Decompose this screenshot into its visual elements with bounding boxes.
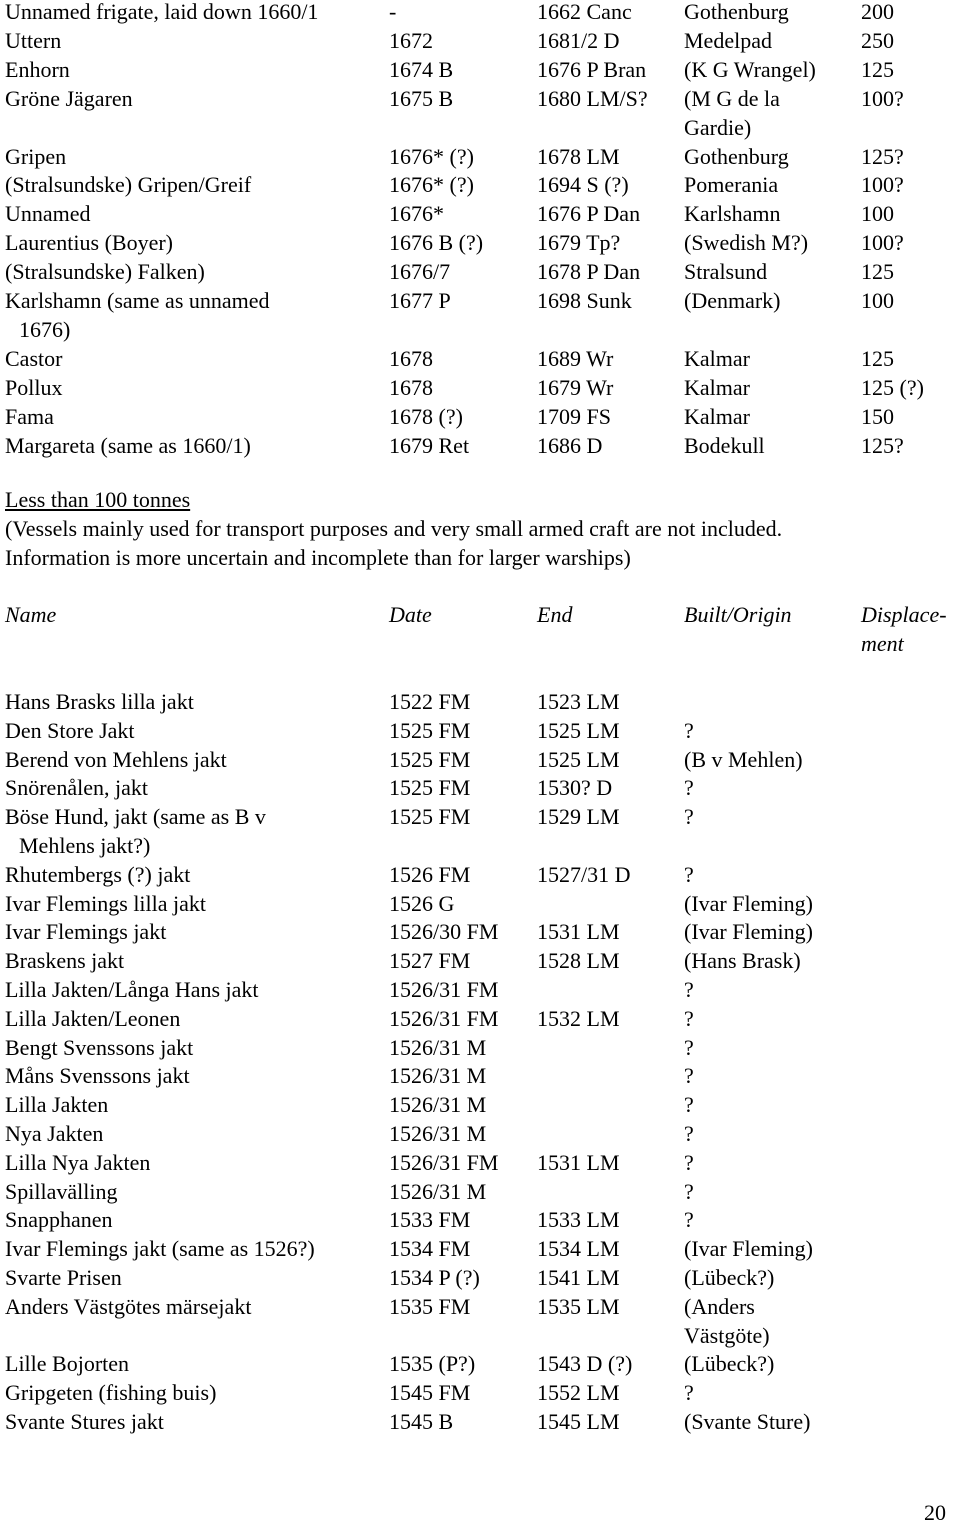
table-row (0, 431, 960, 460)
table-cell: (M G de la (684, 85, 780, 111)
table-cell: 1678 (389, 374, 433, 400)
table-cell: 1545 LM (537, 1409, 620, 1434)
table-cell: (Svante Sture) (684, 1409, 811, 1434)
table-cell: 100? (861, 172, 904, 198)
table-row (0, 1061, 960, 1090)
table-row (0, 1119, 960, 1148)
table-cell: Margareta (same as 1660/1) (5, 432, 251, 458)
table-row (0, 946, 960, 975)
table-cell: Medelpad (684, 27, 772, 53)
table-cell: 125? (861, 432, 904, 458)
table-cell: 125? (861, 143, 904, 169)
table-cell: ? (684, 1380, 694, 1406)
table-cell: 1694 S (?) (537, 172, 629, 198)
table-cell: 1535 FM (389, 1293, 471, 1319)
table-cell: (B v Mehlen) (684, 746, 803, 772)
table-row (0, 1148, 960, 1177)
table-cell: 100 (861, 201, 894, 227)
table-cell: 150 (861, 403, 894, 429)
table-cell: ? (684, 1005, 694, 1031)
table-cell: Gripen (5, 143, 67, 169)
table-cell: 1528 LM (537, 948, 620, 974)
lower-table-header (0, 600, 960, 629)
table-row (0, 286, 960, 315)
table-row (0, 315, 960, 344)
table-cell: 1675 B (389, 85, 454, 111)
table-cell: Kalmar (684, 403, 750, 429)
table-cell: ? (684, 1092, 694, 1118)
table-cell: (Ivar Fleming) (684, 890, 813, 916)
table-row (0, 917, 960, 946)
table-cell: Gothenburg (684, 143, 789, 169)
table-cell: - (389, 0, 397, 24)
table-row (0, 1177, 960, 1206)
table-cell: ? (684, 1178, 694, 1204)
table-cell: 1535 LM (537, 1293, 620, 1319)
table-cell: 1526/31 M (389, 1034, 487, 1060)
table-cell: (Anders (684, 1293, 755, 1319)
table-row (0, 344, 960, 373)
table-row (0, 373, 960, 402)
table-row (0, 402, 960, 431)
table-cell: Hans Brasks lilla jakt (5, 689, 194, 714)
table-cell: Unnamed frigate, laid down 1660/1 (5, 0, 319, 24)
table-row (0, 831, 960, 860)
table-cell: 1676 P Dan (537, 201, 641, 227)
table-cell: (Ivar Fleming) (684, 1236, 813, 1262)
table-cell: 1709 FS (537, 403, 611, 429)
table-cell: 1534 P (?) (389, 1265, 480, 1290)
table-cell: 1527 FM (389, 948, 471, 974)
table-cell: 1662 Canc (537, 0, 632, 24)
table-cell: (Hans Brask) (684, 948, 801, 974)
table-cell: 100? (861, 230, 904, 256)
table-cell: Bengt Svenssons jakt (5, 1034, 194, 1060)
table-cell: Gripgeten (fishing buis) (5, 1380, 217, 1406)
section-note-line-1: (Vessels mainly used for transport purposes and very small armed craft are not included. (5, 516, 783, 541)
table-cell: 1698 Sunk (537, 288, 632, 313)
table-cell: 1672 (389, 27, 433, 53)
table-cell: 1676) (19, 316, 71, 342)
table-cell: 1531 LM (537, 919, 620, 945)
table-row (0, 1292, 960, 1321)
table-cell: Lilla Nya Jakten (5, 1149, 151, 1175)
table-row (0, 773, 960, 802)
table-cell: Spillavälling (5, 1178, 118, 1204)
table-row (0, 55, 960, 84)
table-cell: 1545 FM (389, 1380, 471, 1406)
table-cell: Berend von Mehlens jakt (5, 746, 227, 772)
table-row (0, 84, 960, 113)
section-heading: Less than 100 tonnes (5, 487, 191, 512)
table-cell: 1676* (389, 201, 444, 227)
table-cell: Laurentius (Boyer) (5, 230, 173, 256)
header-date: Date (389, 602, 432, 627)
table-cell: Ivar Flemings lilla jakt (5, 890, 207, 916)
table-row (0, 228, 960, 257)
table-cell: ? (684, 1034, 694, 1060)
table-row (0, 113, 960, 142)
table-cell: 1541 LM (537, 1265, 620, 1290)
table-cell: Lilla Jakten (5, 1092, 109, 1118)
table-row (0, 975, 960, 1004)
table-cell: Gothenburg (684, 0, 789, 24)
table-cell: 1677 P (389, 288, 451, 313)
table-cell: 1532 LM (537, 1005, 620, 1031)
table-cell: Kalmar (684, 374, 750, 400)
table-cell: Den Store Jakt (5, 717, 135, 743)
table-cell: 1679 Wr (537, 374, 614, 400)
table-row (0, 0, 960, 26)
table-cell: 1679 Ret (389, 432, 470, 458)
table-cell: (Ivar Fleming) (684, 919, 813, 945)
table-cell: 1530? D (537, 775, 613, 801)
table-row (0, 745, 960, 774)
table-cell: 1529 LM (537, 804, 620, 830)
table-cell: (Swedish M?) (684, 230, 809, 256)
table-cell: Svarte Prisen (5, 1265, 122, 1290)
table-cell: 1526/31 M (389, 1121, 487, 1146)
page-number: 20 (924, 1500, 946, 1525)
table-cell: Karlshamn (684, 201, 781, 227)
table-row (0, 170, 960, 199)
table-cell: ? (684, 1149, 694, 1175)
table-cell: 1552 LM (537, 1380, 620, 1406)
table-cell: Anders Västgötes märsejakt (5, 1293, 252, 1319)
table-row (0, 687, 960, 716)
table-cell: 1678 LM (537, 143, 620, 169)
table-cell: Fama (5, 403, 54, 429)
table-cell: 1526/31 M (389, 1178, 487, 1204)
table-cell: 1526/31 FM (389, 1005, 499, 1031)
table-cell: 1526/31 FM (389, 977, 499, 1002)
table-cell: ? (684, 804, 694, 830)
table-cell: Pollux (5, 374, 63, 400)
header-name: Name (5, 602, 57, 627)
table-cell: 1533 FM (389, 1207, 471, 1233)
table-cell: 125 (861, 259, 894, 285)
table-cell: 100? (861, 85, 904, 111)
table-cell: Castor (5, 345, 63, 371)
table-cell: Mehlens jakt?) (19, 833, 151, 858)
header-displacement: Displace- (861, 602, 947, 627)
table-cell: ? (684, 1121, 694, 1146)
table-cell: ? (684, 717, 694, 743)
table-row (0, 1205, 960, 1234)
table-cell: 1678 P Dan (537, 259, 641, 285)
table-cell: 250 (861, 27, 894, 53)
table-row (0, 802, 960, 831)
table-row (0, 1234, 960, 1263)
table-row (0, 1321, 960, 1350)
table-cell: Böse Hund, jakt (same as B v (5, 804, 266, 830)
table-cell: ? (684, 1207, 694, 1233)
table-cell: (Denmark) (684, 288, 781, 313)
table-cell: 1674 B (389, 56, 454, 82)
table-cell: 1525 FM (389, 804, 471, 830)
table-cell: Snapphanen (5, 1207, 113, 1233)
table-row (0, 1378, 960, 1407)
table-cell: Gardie) (684, 114, 752, 140)
table-row (0, 142, 960, 171)
table-cell: Pomerania (684, 172, 779, 198)
table-cell: 1523 LM (537, 689, 620, 714)
table-cell: 1676* (?) (389, 172, 474, 198)
table-row (0, 1090, 960, 1119)
table-cell: Unnamed (5, 201, 91, 227)
table-cell: 1543 D (?) (537, 1351, 633, 1377)
table-cell: ? (684, 1063, 694, 1089)
table-cell: 1680 LM/S? (537, 85, 648, 111)
table-cell: Svante Stures jakt (5, 1409, 164, 1434)
table-row (0, 1004, 960, 1033)
table-cell: 1525 LM (537, 717, 620, 743)
table-cell: Lille Bojorten (5, 1351, 130, 1377)
table-row (0, 860, 960, 889)
header-end: End (537, 602, 573, 627)
table-cell: Västgöte) (684, 1322, 770, 1348)
table-cell: Gröne Jägaren (5, 85, 133, 111)
table-cell: Ivar Flemings jakt (5, 919, 167, 945)
table-cell: (K G Wrangel) (684, 56, 816, 82)
table-cell: 1679 Tp? (537, 230, 621, 256)
table-cell: 1526/31 M (389, 1063, 487, 1089)
table-cell: 1525 FM (389, 746, 471, 772)
table-cell: 1678 (?) (389, 403, 463, 429)
table-cell: ? (684, 977, 694, 1002)
table-cell: Måns Svenssons jakt (5, 1063, 190, 1089)
table-row (0, 889, 960, 918)
table-cell: 1535 (P?) (389, 1351, 476, 1377)
table-cell: 125 (861, 56, 894, 82)
table-cell: Lilla Jakten/Leonen (5, 1005, 181, 1031)
table-row (0, 26, 960, 55)
table-cell: Nya Jakten (5, 1121, 104, 1146)
table-cell: 1676 P Bran (537, 56, 647, 82)
table-cell: ? (684, 861, 694, 887)
table-cell: 1527/31 D (537, 861, 631, 887)
table-cell: 1686 D (537, 432, 603, 458)
table-cell: Kalmar (684, 345, 750, 371)
table-row (0, 716, 960, 745)
table-cell: Karlshamn (same as unnamed (5, 288, 270, 313)
table-row (0, 1263, 960, 1292)
table-cell: 125 (?) (861, 374, 924, 400)
table-cell: 1522 FM (389, 689, 471, 714)
table-cell: 1545 B (389, 1409, 454, 1434)
table-cell: Uttern (5, 27, 62, 53)
table-cell: (Lübeck?) (684, 1351, 775, 1377)
table-cell: 1689 Wr (537, 345, 614, 371)
table-cell: 1525 FM (389, 775, 471, 801)
table-cell: 1681/2 D (537, 27, 620, 53)
table-cell: 1525 LM (537, 746, 620, 772)
header-displacement-cont: ment (861, 631, 904, 656)
table-cell: 1678 (389, 345, 433, 371)
table-cell: 1526/31 FM (389, 1149, 499, 1175)
table-cell: (Lübeck?) (684, 1265, 775, 1290)
table-cell: Stralsund (684, 259, 768, 285)
table-cell: 125 (861, 345, 894, 371)
table-cell: ? (684, 775, 694, 801)
table-cell: Braskens jakt (5, 948, 125, 974)
table-cell: Ivar Flemings jakt (same as 1526?) (5, 1236, 315, 1262)
table-cell: 1676* (?) (389, 143, 474, 169)
table-cell: 1526 FM (389, 861, 471, 887)
table-cell: 100 (861, 288, 894, 313)
table-cell: Rhutembergs (?) jakt (5, 861, 191, 887)
table-cell: 1533 LM (537, 1207, 620, 1233)
table-cell: 1676 B (?) (389, 230, 484, 256)
table-cell: Snörenålen, jakt (5, 775, 148, 801)
table-row (0, 1349, 960, 1378)
table-cell: Bodekull (684, 432, 765, 458)
table-cell: (Stralsundske) Falken) (5, 259, 205, 285)
table-cell: Enhorn (5, 56, 70, 82)
table-row (0, 1033, 960, 1062)
table-cell: 1526 G (389, 890, 455, 916)
table-cell: 1526/30 FM (389, 919, 499, 945)
table-cell: 1534 FM (389, 1236, 471, 1262)
table-cell: 1531 LM (537, 1149, 620, 1175)
table-row (0, 257, 960, 286)
table-cell: 1525 FM (389, 717, 471, 743)
table-cell: 200 (861, 0, 894, 24)
table-cell: 1676/7 (389, 259, 451, 285)
header-built-origin: Built/Origin (684, 602, 792, 627)
table-cell: Lilla Jakten/Långa Hans jakt (5, 977, 259, 1002)
lower-table-header-cont (0, 629, 960, 658)
table-cell: 1534 LM (537, 1236, 620, 1262)
table-cell: 1526/31 M (389, 1092, 487, 1118)
table-row (0, 1407, 960, 1436)
table-cell: (Stralsundske) Gripen/Greif (5, 172, 252, 198)
section-note-line-2: Information is more uncertain and incomplete than for larger warships) (5, 545, 631, 570)
table-row (0, 199, 960, 228)
